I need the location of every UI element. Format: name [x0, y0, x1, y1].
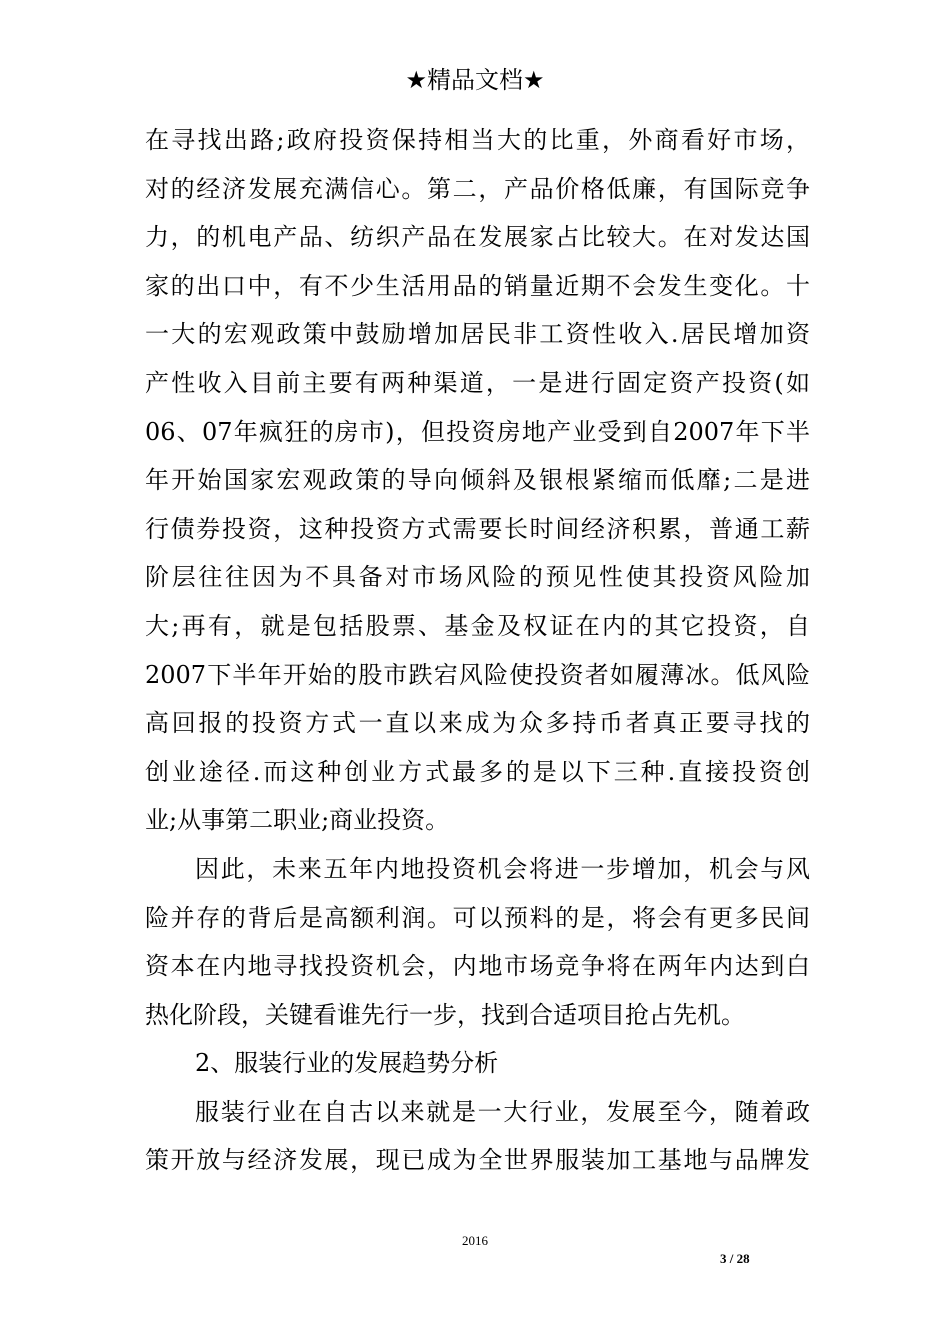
page-number: 3 / 28	[720, 1251, 750, 1266]
text-line: 险并存的背后是高额利润。可以预料的是，将会有更多民间	[145, 903, 810, 932]
text-line: 创业途径.而这种创业方式最多的是以下三种.直接投资创	[145, 757, 810, 786]
text-line: 06、07年疯狂的房市)，但投资房地产业受到自2007年下半	[145, 417, 810, 446]
text-line: 力，的机电产品、纺织产品在发展家占比较大。在对发达国	[145, 223, 810, 252]
text-line: 2007下半年开始的股市跌宕风险使投资者如履薄冰。低风险	[145, 660, 810, 689]
text-line: 对的经济发展充满信心。第二，产品价格低廉，有国际竞争	[145, 174, 810, 203]
paragraph	[145, 845, 810, 1039]
text-line: 行债券投资，这种投资方式需要长时间经济积累，普通工薪	[145, 514, 810, 543]
text-line: 服装行业在自古以来就是一大行业，发展至今，随着政	[195, 1097, 810, 1126]
footer-year: 2016	[462, 1233, 488, 1248]
text-line: 在寻找出路;政府投资保持相当大的比重，外商看好市场，	[145, 126, 810, 154]
text-line: 大;再有，就是包括股票、基金及权证在内的其它投资，自	[145, 611, 810, 640]
text-line: 一大的宏观政策中鼓励增加居民非工资性收入.居民增加资	[145, 320, 810, 349]
paragraph	[145, 116, 810, 845]
page-header: ★精品文档★	[405, 66, 545, 94]
text-line: 年开始国家宏观政策的导向倾斜及银根紧缩而低靡;二是进	[145, 466, 810, 495]
text-line: 高回报的投资方式一直以来成为众多持币者真正要寻找的	[145, 709, 810, 738]
text-line: 2、服装行业的发展趋势分析	[195, 1049, 499, 1078]
text-line: 阶层往往因为不具备对市场风险的预见性使其投资风险加	[145, 563, 810, 592]
paragraph	[145, 1088, 810, 1185]
document-body	[145, 116, 810, 1185]
text-line: 因此，未来五年内地投资机会将进一步增加，机会与风	[195, 854, 810, 883]
text-line: 家的出口中，有不少生活用品的销量近期不会发生变化。十	[145, 271, 810, 300]
text-line: 产性收入目前主要有两种渠道，一是进行固定资产投资(如	[145, 368, 810, 397]
text-line: 资本在内地寻找投资机会，内地市场竞争将在两年内达到白	[145, 952, 810, 981]
text-line: 策开放与经济发展，现已成为全世界服装加工基地与品牌发	[145, 1146, 810, 1175]
paragraph	[145, 1039, 810, 1088]
text-line: 热化阶段，关键看谁先行一步，找到合适项目抢占先机。	[145, 1000, 745, 1029]
text-line: 业;从事第二职业;商业投资。	[145, 806, 450, 835]
